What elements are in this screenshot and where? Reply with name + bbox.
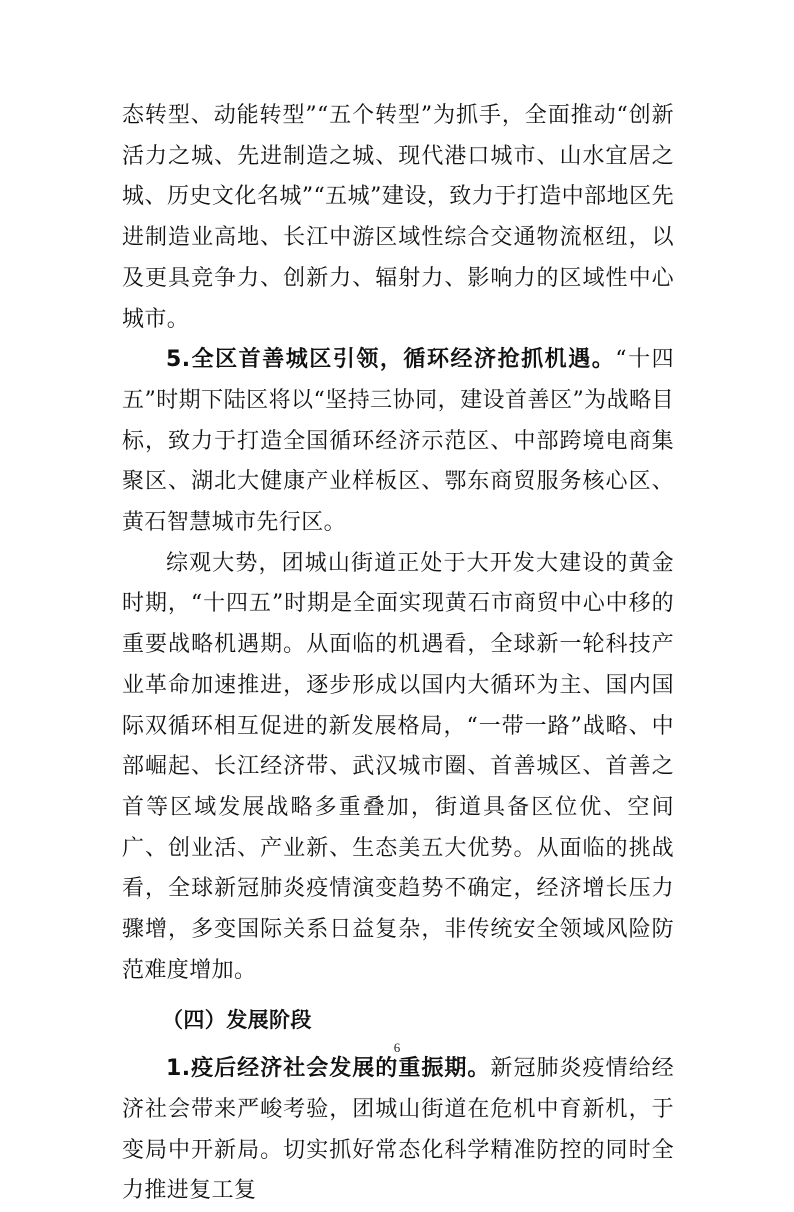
paragraph-body: “十四五”时期下陆区将以“坚持三协同，建设首善区”为战略目标，致力于打造全国循环经济示范区、中部跨境电商集聚区、湖北大健康产业样板区、鄂东商贸服务核心区、黄石智慧城市先行区。	[122, 347, 675, 536]
paragraph-recovery-period	[122, 1049, 674, 1212]
paragraph-body: 新冠肺炎疫情给经济社会带来严峻考验，团城山街道在危机中育新机，于变局中开新局。切实抓好常态化科学精准防控的同时全力推进复工复	[122, 1056, 674, 1204]
page-number: 6	[393, 1040, 401, 1055]
paragraph-continuation: 态转型、动能转型”“五个转型”为抓手，全面推动“创新活力之城、先进制造之城、现代港口城市、山水宜居之城、历史文化名城”“五城”建设，致力于打造中部地区先进制造业高地、长江中游区域性综合交通物流枢纽，以及更具竞争力、创新力、辐射力、影响力的区域性中心城市。	[122, 103, 674, 332]
paragraph-district-leadership	[122, 340, 674, 544]
paragraph-heading: 1.疫后经济社会发展的重振期。	[166, 1056, 491, 1082]
paragraph-heading: 5.全区首善城区引领，循环经济抢抓机遇。	[166, 347, 616, 373]
section-heading: （四）发展阶段	[162, 1008, 312, 1033]
paragraph-overall-trend: 综观大势，团城山街道正处于大开发大建设的黄金时期，“十四五”时期是全面实现黄石市商贸中心中移的重要战略机遇期。从面临的机遇看，全球新一轮科技产业革命加速推进，逐步形成以国内大循环为主、国内国际双循环相互促进的新发展格局，“一带一路”战略、中部崛起、长江经济带、武汉城市圈、首善城区、首善之首等区域发展战略多重叠加，街道具备区位优、空间广、创业活、产业新、生态美五大优势。从面临的挑战看，全球新冠肺炎疫情演变趋势不确定，经济增长压力骤增，多变国际关系日益复杂，非传统安全领域风险防范难度增加。	[122, 550, 674, 983]
